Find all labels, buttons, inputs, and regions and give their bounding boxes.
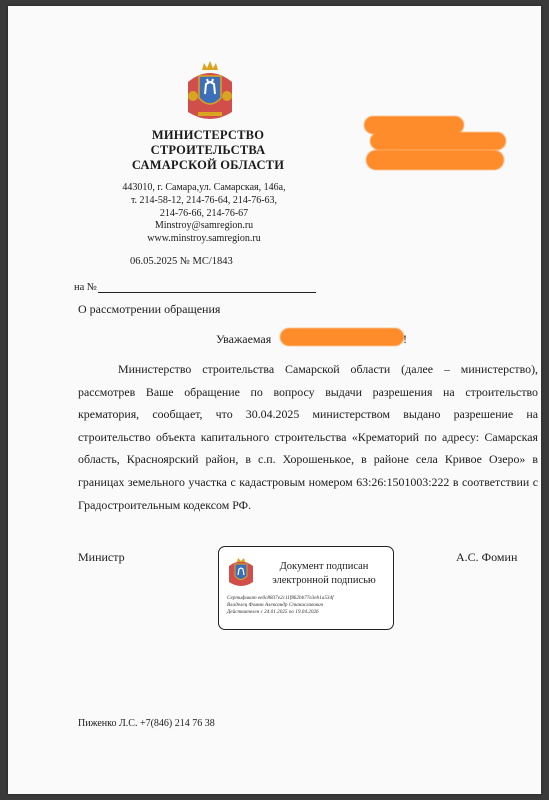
stamp-certificate: Сертификат ee0c8837e2c11f862bb77e3eb1a534f <box>227 595 334 601</box>
reference-number-line <box>98 292 316 293</box>
samara-crest-icon <box>184 60 236 126</box>
ministry-name-line1: МИНИСТЕРСТВО <box>151 128 265 142</box>
phones-line-2: 214-76-66, 214-76-67 <box>159 207 249 219</box>
ministry-name-line2: СТРОИТЕЛЬСТВА <box>150 143 266 157</box>
redaction-recipient-name <box>280 328 404 346</box>
ministry-name <box>98 128 318 173</box>
ministry-name-line3: САМАРСКОЙ ОБЛАСТИ <box>131 158 285 172</box>
stamp-details <box>227 595 387 616</box>
redaction-recipient-2 <box>370 132 506 150</box>
email: Minstroy@samregion.ru <box>154 220 254 232</box>
phones-line-1: т. 214-58-12, 214-76-64, 214-76-63, <box>130 194 278 206</box>
samara-crest-small-icon <box>227 556 255 590</box>
signatory-name: А.С. Фомин <box>456 550 518 564</box>
reference-number-label: на № <box>74 282 97 293</box>
greeting: Уважаемая <box>216 332 272 346</box>
letter-body: Министерство строительства Самарской области (далее – министерство), рассмотрев Ваше обращение по вопросу выдачи разрешения на строительство крематория, сообщает, что 30.04.2025 министерством выдано разрешение на строительство объекта капитального строительства «Крематорий по адресу: Самарская область, Красноярский район, в с.п. Хорошенькое, в районе села Кривое Озеро» в границах земельного участка с кадастровым номером 63:26:1501003:222 в соответствии с Градостроительным кодексом РФ. <box>78 362 538 512</box>
website: www.minstroy.samregion.ru <box>147 233 261 245</box>
letter-subject: О рассмотрении обращения <box>78 302 221 316</box>
stamp-validity: Действителен с 24.01.2025 по 19.04.2026 <box>227 609 319 615</box>
greeting-end: ! <box>403 332 407 346</box>
stamp-title-line1: Документ подписан <box>279 561 369 572</box>
electronic-signature-stamp <box>218 546 394 630</box>
signatory-position: Министр <box>78 550 125 564</box>
letter-page <box>8 6 541 794</box>
document-date-number: 06.05.2025 № МС/1843 <box>130 256 233 267</box>
stamp-owner: Владелец Фомин Александр Станиславович <box>227 602 324 608</box>
address-line: 443010, г. Самара,ул. Самарская, 146а, <box>122 182 286 193</box>
ministry-contacts <box>96 182 312 246</box>
stamp-title-line2: электронной подписью <box>272 575 376 586</box>
stamp-title <box>259 560 389 588</box>
executor-contact: Пиженко Л.С. +7(846) 214 76 38 <box>78 718 215 729</box>
redaction-recipient-3 <box>366 150 504 170</box>
